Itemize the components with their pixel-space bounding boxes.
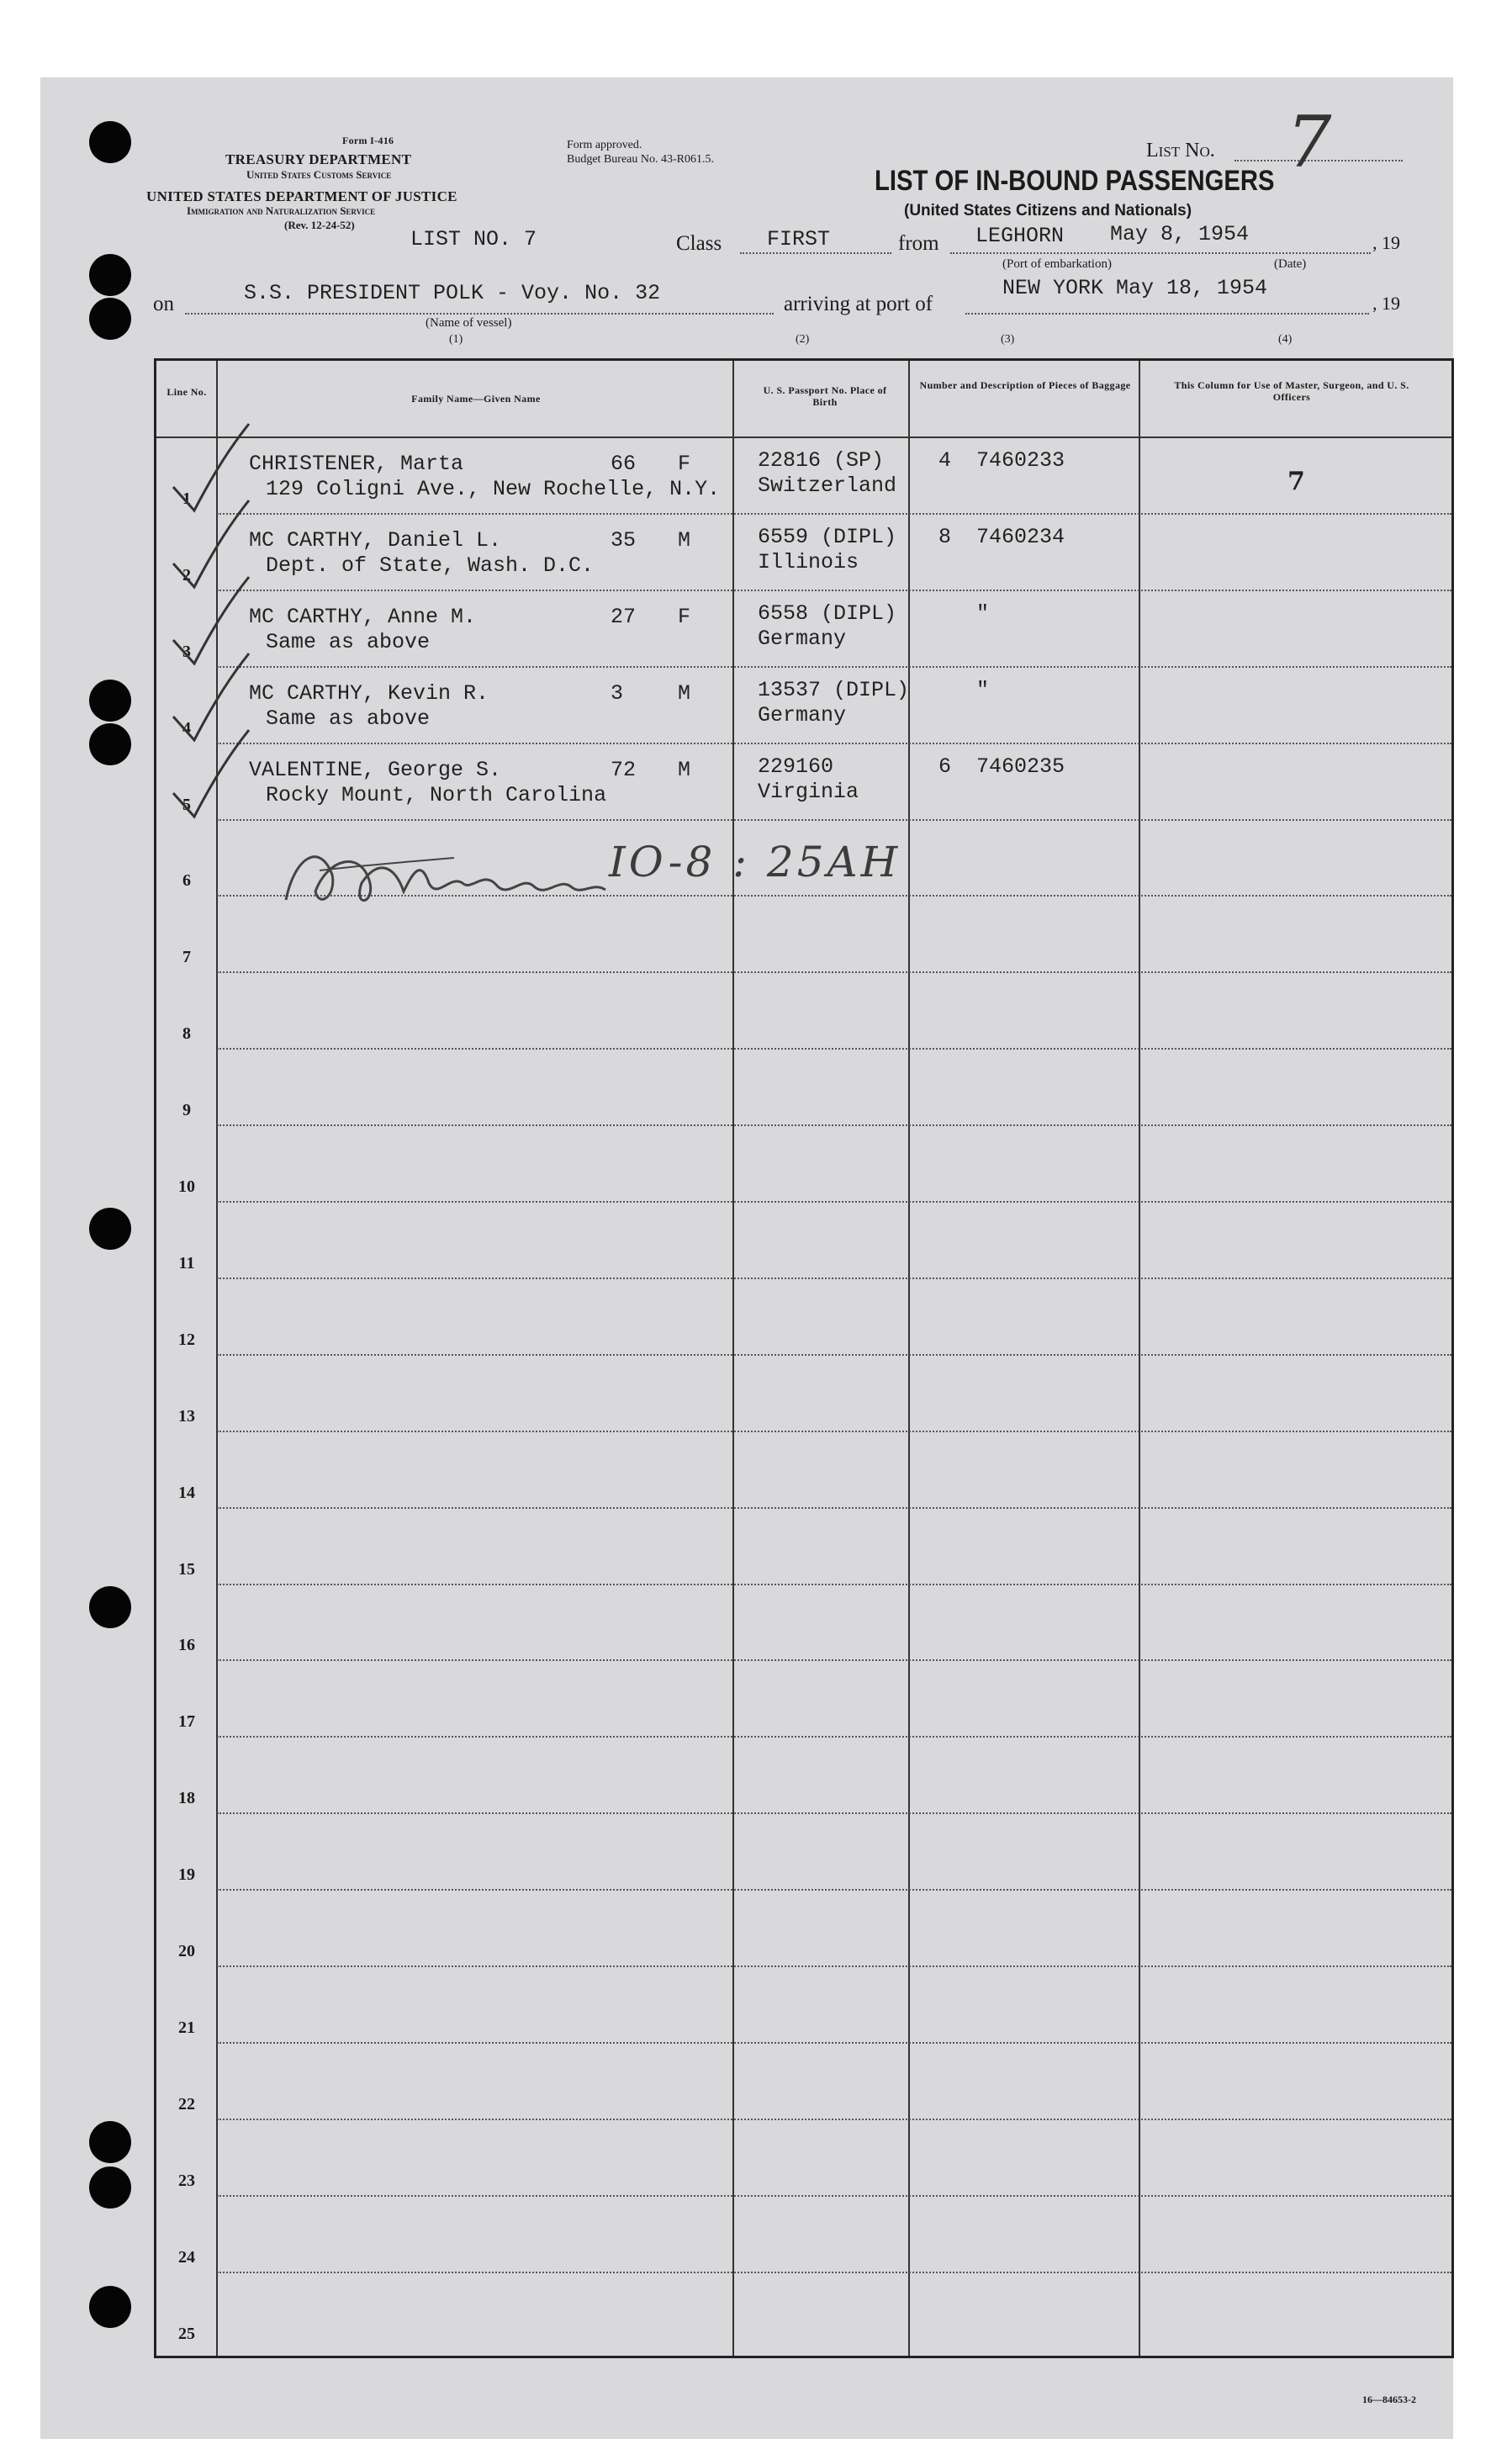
passenger-sex: F — [678, 604, 691, 629]
passport-number: 22816 (SP) — [758, 448, 885, 473]
punch-hole — [89, 723, 131, 765]
form-title: LIST OF IN-BOUND PASSENGERS — [875, 165, 1275, 197]
line-number: 20 — [178, 1942, 195, 1960]
col-ref-2: (2) — [796, 333, 810, 346]
row-divider — [217, 1584, 1451, 1585]
dept-justice: UNITED STATES DEPARTMENT OF JUSTICE — [146, 188, 457, 204]
class-line — [740, 252, 891, 254]
row-divider — [217, 1965, 1451, 1967]
row-divider — [217, 2042, 1451, 2044]
baggage-number: " — [976, 677, 990, 702]
passenger-name: VALENTINE, George S. — [249, 757, 502, 782]
embark-port: LEGHORN — [975, 224, 1065, 248]
place-of-birth: Illinois — [758, 549, 859, 574]
class-value: FIRST — [767, 227, 831, 251]
col-header-officers: This Column for Use of Master, Surgeon, and U. S. Officers — [1174, 379, 1409, 403]
passenger-age: 27 — [611, 604, 637, 629]
list-no-handwritten: 7 — [1287, 101, 1332, 183]
passenger-address: Same as above — [266, 706, 431, 731]
line-number: 10 — [178, 1177, 195, 1196]
baggage-pieces: 6 — [938, 754, 952, 779]
passenger-row — [156, 513, 1451, 590]
class-label: Class — [676, 232, 722, 255]
line-number: 7 — [182, 948, 191, 967]
row-divider — [217, 1507, 1451, 1509]
dept-treasury: TREASURY DEPARTMENT — [225, 151, 412, 167]
line-number: 5 — [182, 795, 191, 814]
footer-code: 16—84653-2 — [1362, 2394, 1416, 2405]
line-number: 23 — [178, 2171, 195, 2190]
row-divider — [217, 2272, 1451, 2273]
on-label: on — [153, 293, 174, 315]
arrival-port-date: NEW YORK May 18, 1954 — [1002, 276, 1268, 300]
passenger-row — [156, 666, 1451, 743]
row-divider — [217, 1354, 1451, 1356]
passenger-sex: M — [678, 527, 691, 553]
passenger-age: 35 — [611, 527, 637, 553]
col-ref-3: (3) — [1001, 333, 1015, 346]
row-divider — [217, 819, 1451, 821]
budget-bureau: Budget Bureau No. 43-R061.5. — [567, 153, 714, 166]
row-divider — [217, 1278, 1451, 1279]
line-number: 16 — [178, 1636, 195, 1655]
line-number: 17 — [178, 1712, 195, 1732]
line-number: 18 — [178, 1789, 195, 1808]
row-divider — [217, 1736, 1451, 1738]
passenger-address: Dept. of State, Wash. D.C. — [266, 553, 595, 578]
passenger-row — [156, 590, 1451, 666]
punch-hole — [89, 121, 131, 163]
passenger-name: MC CARTHY, Kevin R. — [249, 680, 489, 706]
embark-date: May 8, 1954 — [1110, 222, 1250, 246]
passenger-address: Same as above — [266, 629, 431, 654]
row-divider — [217, 2195, 1451, 2197]
passenger-name: MC CARTHY, Daniel L. — [249, 527, 502, 553]
passenger-sex: M — [678, 757, 691, 782]
place-of-birth: Germany — [758, 702, 847, 727]
passenger-age: 66 — [611, 452, 637, 476]
line-number: 24 — [178, 2247, 195, 2267]
line-number: 15 — [178, 1559, 195, 1579]
baggage-number: 7460235 — [976, 754, 1065, 779]
passenger-sex: M — [678, 680, 691, 706]
from-label: from — [898, 232, 939, 255]
line-number: 21 — [178, 2018, 195, 2037]
line-number: 4 — [182, 718, 191, 738]
line-number: 12 — [178, 1330, 195, 1349]
passenger-name: MC CARTHY, Anne M. — [249, 604, 477, 629]
line-number: 3 — [182, 642, 191, 661]
passport-number: 6558 (DIPL) — [758, 600, 897, 626]
baggage-number: 7460233 — [976, 448, 1065, 473]
col-ref-1: (1) — [449, 333, 463, 346]
row-divider — [217, 1659, 1451, 1661]
col-header-baggage: Number and Description of Pieces of Baggage — [919, 379, 1131, 391]
passenger-table — [154, 358, 1454, 2358]
check-mark — [165, 726, 257, 827]
arriving-label: arriving at port of — [784, 293, 933, 315]
from-line — [950, 252, 1371, 254]
baggage-pieces: 8 — [938, 524, 952, 549]
line-number: 2 — [182, 565, 191, 585]
punch-hole — [89, 680, 131, 722]
punch-hole — [89, 1208, 131, 1250]
ins-service: Immigration and Naturalization Service — [187, 204, 376, 217]
passenger-age: 72 — [611, 757, 637, 782]
passenger-row — [156, 743, 1451, 819]
col-header-line: Line No. — [167, 386, 207, 398]
baggage-pieces: 4 — [938, 448, 952, 473]
row-divider — [217, 1048, 1451, 1050]
date-caption: (Date) — [1274, 257, 1307, 271]
list-no-label: List No. — [1146, 140, 1215, 161]
vessel-caption: (Name of vessel) — [426, 316, 512, 330]
passenger-row — [156, 436, 1451, 513]
year-prefix-1: , 19 — [1372, 232, 1400, 253]
arrival-line — [965, 313, 1369, 315]
row-divider — [217, 1431, 1451, 1432]
baggage-number: 7460234 — [976, 524, 1065, 549]
col-header-name: Family Name—Given Name — [411, 393, 541, 405]
punch-hole — [89, 2121, 131, 2163]
line-number: 8 — [182, 1024, 191, 1044]
line-number: 6 — [182, 871, 191, 891]
line-number: 22 — [178, 2094, 195, 2113]
line-number: 9 — [182, 1101, 191, 1120]
row-divider — [217, 2119, 1451, 2120]
punch-hole — [89, 2286, 131, 2328]
punch-hole — [89, 1586, 131, 1628]
port-caption: (Port of embarkation) — [1002, 257, 1112, 271]
line-number: 14 — [178, 1483, 195, 1502]
punch-hole — [89, 254, 131, 296]
line-number: 19 — [178, 1865, 195, 1885]
signature-note: IO-8 : 25AH — [609, 838, 901, 886]
row-divider — [217, 1124, 1451, 1126]
row-divider — [217, 971, 1451, 973]
form-subtitle: (United States Citizens and Nationals) — [904, 202, 1192, 220]
place-of-birth: Switzerland — [758, 473, 897, 498]
row-divider — [217, 1812, 1451, 1814]
line-number: 13 — [178, 1406, 195, 1426]
passenger-sex: F — [678, 452, 691, 476]
punch-hole — [89, 2166, 131, 2209]
passenger-address: 129 Coligni Ave., New Rochelle, N.Y. — [266, 477, 721, 501]
baggage-number: " — [976, 600, 990, 626]
list-no-typed: LIST NO. 7 — [410, 227, 537, 251]
vessel-line — [185, 313, 774, 315]
year-prefix-2: , 19 — [1372, 293, 1400, 314]
col-header-passport: U. S. Passport No. Place of Birth — [763, 384, 887, 408]
place-of-birth: Virginia — [758, 779, 859, 804]
line-number: 25 — [178, 2324, 195, 2343]
passenger-address: Rocky Mount, North Carolina — [266, 782, 607, 807]
vessel-name: S.S. PRESIDENT POLK - Voy. No. 32 — [244, 281, 661, 305]
col-ref-4: (4) — [1278, 333, 1293, 346]
place-of-birth: Germany — [758, 626, 847, 651]
officer-mark: 7 — [1287, 467, 1305, 496]
customs-service: United States Customs Service — [246, 168, 392, 181]
passport-number: 229160 — [758, 754, 834, 779]
passport-number: 13537 (DIPL) — [758, 677, 910, 702]
form-number: Form I-416 — [342, 135, 394, 146]
passenger-age: 3 — [611, 680, 624, 706]
passport-number: 6559 (DIPL) — [758, 524, 897, 549]
passenger-name: CHRISTENER, Marta — [249, 452, 464, 476]
row-divider — [217, 1201, 1451, 1203]
line-number: 1 — [182, 489, 191, 508]
row-divider — [217, 1889, 1451, 1891]
revision: (Rev. 12-24-52) — [284, 219, 355, 231]
punch-hole — [89, 298, 131, 340]
form-approved: Form approved. — [567, 139, 642, 151]
line-number: 11 — [178, 1253, 195, 1272]
